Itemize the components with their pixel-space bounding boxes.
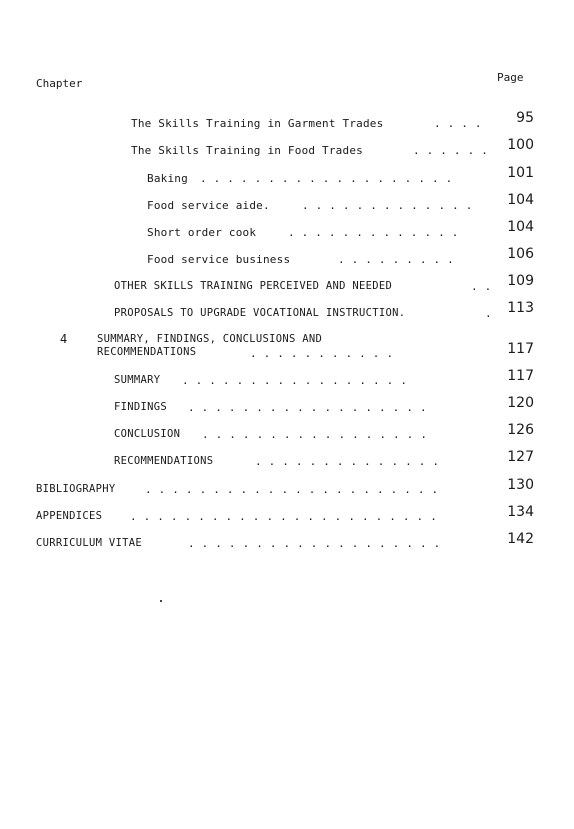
toc-entry-title: Short order cook (147, 226, 257, 239)
toc-entry-page: 106 (507, 246, 534, 262)
toc-entry-leader: . . . . . . . . . . . . . . (255, 455, 440, 468)
toc-entry-leader: . . . . . . . . . . . . . . . . . . . . . . (145, 483, 439, 496)
toc-entry-leader: . . . . . . . . . . . . . . . . . (202, 428, 428, 441)
toc-entry-leader: . . . . . . . . . (338, 253, 454, 266)
toc-entry-page: 101 (507, 165, 534, 181)
toc-entry-page: 104 (507, 219, 534, 235)
toc-entry-page: 142 (507, 531, 534, 547)
toc-entry-page: 109 (507, 273, 534, 289)
toc-entry-leader: . . . . . . . . . . . . . . . . . . . (200, 172, 453, 185)
toc-entry-title: CURRICULUM VITAE (36, 537, 142, 549)
toc-entry-leader: . . . . . . . . . . . . . . . . . . . (188, 537, 441, 550)
toc-entry-title: OTHER SKILLS TRAINING PERCEIVED AND NEEDED (114, 280, 393, 292)
toc-entry-title-line1: SUMMARY, FINDINGS, CONCLUSIONS AND (97, 333, 323, 345)
toc-entry-page: 126 (507, 422, 534, 438)
toc-entry-title: Food service business (147, 253, 291, 266)
toc-entry-title: BIBLIOGRAPHY (36, 483, 116, 495)
toc-entry-leader: . . . . . . . . . . . (250, 347, 394, 360)
toc-entry-title-line2: RECOMMENDATIONS (97, 346, 197, 358)
toc-entry-leader: . . . . . . . . . . . . . . . . . . . . . . . (130, 510, 438, 523)
toc-entry-page: 104 (507, 192, 534, 208)
chapter-label: Chapter (36, 77, 83, 90)
toc-entry-title: CONCLUSION (114, 428, 181, 440)
toc-entry-leader: . . . . . . . . . . . . . . . . . (182, 374, 408, 387)
toc-entry-page: 100 (507, 137, 534, 153)
toc-entry-leader: . . . . . . . . . . . . . (288, 226, 459, 239)
toc-entry-leader: . (485, 307, 492, 320)
toc-entry-title: FINDINGS (114, 401, 167, 413)
toc-entry-leader: . . (471, 280, 492, 293)
toc-entry-leader: . . . . . . . . . . . . . . . . . . (188, 401, 427, 414)
toc-entry-title: RECOMMENDATIONS (114, 455, 214, 467)
toc-entry-page: 95 (516, 110, 534, 126)
toc-entry-leader: . . . . . . (413, 144, 489, 157)
toc-entry-title: The Skills Training in Garment Trades (131, 117, 384, 130)
toc-entry-title: Baking (147, 172, 188, 185)
toc-entry-leader: . . . . . . . . . . . . . (302, 199, 473, 212)
toc-entry-leader: . . . . (434, 117, 482, 130)
toc-entry-title: APPENDICES (36, 510, 103, 522)
toc-entry-page: 117 (507, 341, 534, 357)
toc-entry-page: 134 (507, 504, 534, 520)
page-label: Page (497, 71, 524, 84)
toc-entry-title: SUMMARY (114, 374, 161, 386)
toc-entry-title: Food service aide. (147, 199, 270, 212)
toc-entry-title: PROPOSALS TO UPGRADE VOCATIONAL INSTRUCTION. (114, 307, 406, 319)
scan-speck (160, 600, 162, 602)
chapter-number: 4 (60, 332, 68, 346)
toc-entry-page: 130 (507, 477, 534, 493)
toc-entry-page: 113 (507, 300, 534, 316)
toc-entry-title: The Skills Training in Food Trades (131, 144, 363, 157)
toc-entry-page: 117 (507, 368, 534, 384)
toc-entry-page: 120 (507, 395, 534, 411)
toc-entry-page: 127 (507, 449, 534, 465)
